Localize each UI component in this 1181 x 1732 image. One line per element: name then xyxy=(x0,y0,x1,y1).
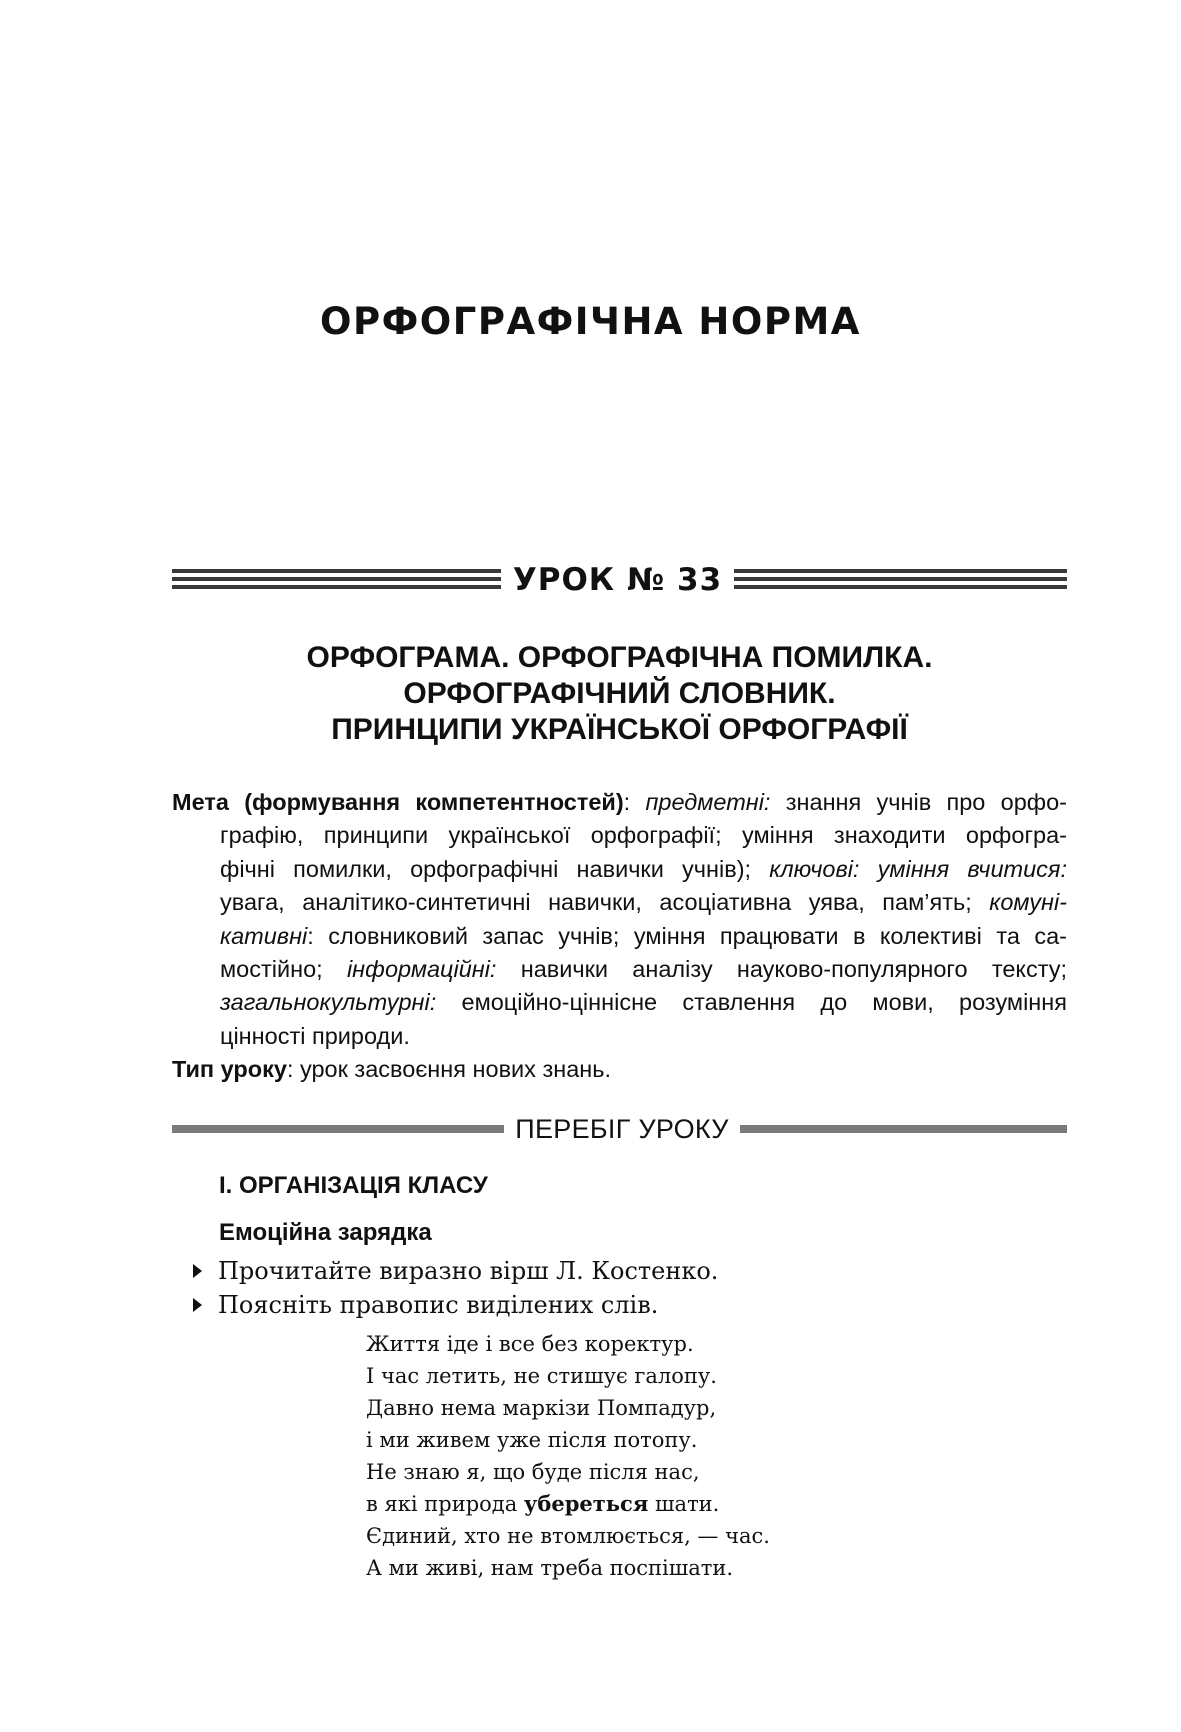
course-divider-left xyxy=(172,1125,504,1133)
goal-line: графію, принципи української орфографії; уміння знаходити орфогра- xyxy=(220,822,1067,849)
right-stripes-divider xyxy=(734,569,1067,593)
goal-label: Мета (формування компетентностей) xyxy=(172,789,624,815)
goal-line: цінності природи. xyxy=(220,1022,410,1049)
course-header xyxy=(172,1111,1067,1147)
poem-line: в які природа убереться шати. xyxy=(366,1491,720,1516)
course-divider-right xyxy=(740,1125,1067,1133)
triangle-bullet-icon xyxy=(193,1298,202,1312)
lesson-goal xyxy=(172,786,1067,1087)
poem-line: Життя іде і все без коректур. xyxy=(366,1332,694,1356)
poem-line: А ми живі, нам треба поспішати. xyxy=(366,1556,734,1580)
highlighted-word: убереться xyxy=(523,1491,649,1516)
section-heading: І. ОРГАНІЗАЦІЯ КЛАСУ xyxy=(219,1172,488,1199)
course-label: ПЕРЕБІГ УРОКУ xyxy=(515,1114,729,1144)
poem-line: І час летить, не стишує галопу. xyxy=(366,1364,717,1388)
section-subheading: Емоційна зарядка xyxy=(219,1219,432,1246)
goal-line: Мета (формування компетентностей): предметні: знання учнів про орфо- xyxy=(172,789,1067,815)
lesson-number: УРОК № 33 xyxy=(512,562,723,598)
lesson-topic xyxy=(172,640,1067,748)
lesson-topic-line: ОРФОГРАМА. ОРФОГРАФІЧНА ПОМИЛКА. xyxy=(306,641,933,674)
lesson-topic-line: ПРИНЦИПИ УКРАЇНСЬКОЇ ОРФОГРАФІЇ xyxy=(331,713,908,746)
goal-line: кативні: словниковий запас учнів; уміння працювати в колективі та са- xyxy=(220,922,1067,949)
poem xyxy=(366,1328,770,1584)
goal-line: мостійно; інформаційні: навички аналізу науково-популярного тексту; xyxy=(220,956,1067,983)
left-stripes-divider xyxy=(172,569,501,593)
poem-line: Єдиний, хто не втомлюється, — час. xyxy=(366,1524,770,1548)
poem-line: Давно нема маркізи Помпадур, xyxy=(366,1396,717,1420)
lesson-type: Тип уроку: урок засвоєння нових знань. xyxy=(172,1056,612,1083)
subject-competence-label: предметні: xyxy=(645,789,771,815)
poem-line: і ми живем уже після потопу. xyxy=(366,1428,698,1452)
textbook-page: ОРФОГРАФІЧНА НОРМА УРОК № 33 ОРФОГРАМА. ОРФОГРАФІЧНА ПОМИЛКА. ОРФОГРАФІЧНИЙ СЛОВНИК. ПРИНЦИПИ УКРАЇНСЬКОЇ ОРФОГРАФІЇ Мета (формування компетентностей): предметні: знання учнів про орфо- графію, принципи української орфографії; уміння знаходити орфогра- фічні помилки, орфографічні навички учнів); ключові: уміння вчитися: увага, аналітико-синтетичні навички, асоціативна уява, пам’ять; комуні- кативні: словниковий запас учнів; уміння працювати в колективі та са- мостійно; інформаційні: навички аналізу науково-популярного тексту; загальнокультурні: емоційно-ціннісне ставлення до мови, розуміння цінності природи. Тип уроку: урок засвоєння нових знань. ПЕРЕБІГ УРОКУ І. ОРГАНІЗАЦІЯ КЛАСУ Емоційна зарядка Прочитайте виразно вірш Л. Костенко. Поясніть правопис виділених слів. Життя іде і все без коректур. І час летить, не стишує галопу. Давно нема маркізи Помпадур, і ми живем уже після потопу. Не знаю я, що буде після нас, в які природа убереться шати. Єдиний, хто не втомлюється, — час. А ми живі, нам треба поспішати. xyxy=(0,0,1181,1732)
triangle-bullet-icon xyxy=(193,1264,202,1278)
goal-line: увага, аналітико-синтетичні навички, асоціативна уява, пам’ять; комуні- xyxy=(220,889,1067,916)
key-competence-label: ключові: уміння вчитися: xyxy=(769,855,1067,882)
poem-line: Не знаю я, що буде після нас, xyxy=(366,1460,700,1484)
lesson-header xyxy=(172,560,1067,600)
goal-line: загальнокультурні: емоційно-ціннісне ставлення до мови, розуміння xyxy=(220,989,1067,1016)
goal-line: фічні помилки, орфографічні навички учнів); ключові: уміння вчитися: xyxy=(220,855,1067,882)
page-title: ОРФОГРАФІЧНА НОРМА xyxy=(320,300,861,343)
lesson-topic-line: ОРФОГРАФІЧНИЙ СЛОВНИК. xyxy=(403,677,836,710)
lesson-type-label: Тип уроку xyxy=(172,1056,287,1083)
